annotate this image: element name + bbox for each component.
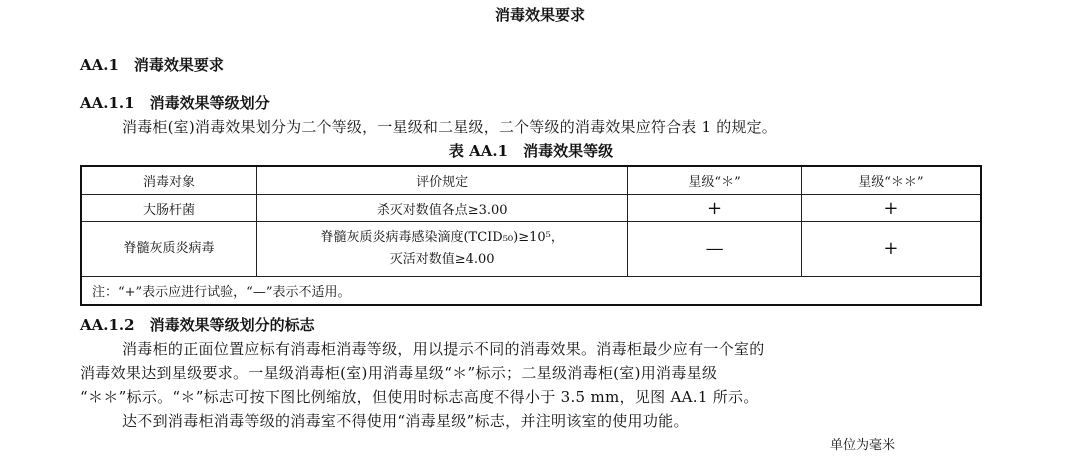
table-row (81, 195, 981, 222)
header-two-star: 星级“＊＊” (801, 166, 981, 195)
unit-note: 单位为毫米 (830, 438, 896, 453)
section-heading-aa11: AA.1.1 消毒效果等级划分 (80, 94, 270, 112)
cell-object: 脊髓灰质炎病毒 (81, 222, 257, 277)
header-object: 消毒对象 (81, 166, 257, 195)
cell-two-star: + (801, 222, 981, 277)
page-title: 消毒效果要求 (494, 6, 585, 24)
paragraph-marking-line1: 消毒柜的正面位置应标有消毒柜消毒等级，用以提示不同的消毒效果。消毒柜最少应有一个室的 (122, 340, 765, 358)
table-caption: 表 AA.1 消毒效果等级 (448, 142, 614, 160)
header-criterion: 评价规定 (257, 166, 628, 195)
table-note: 注：“+”表示应进行试验，“—”表示不适用。 (81, 277, 981, 306)
disinfection-grade-table (80, 165, 982, 306)
cell-criterion-line1: 脊髓灰质炎病毒感染滴度(TCID₅₀)≥10⁵， (320, 230, 564, 245)
section-heading-aa1: AA.1 消毒效果要求 (80, 56, 224, 74)
table-header-row (81, 166, 981, 195)
table-row (81, 222, 981, 277)
paragraph-non-compliant-room: 达不到消毒柜消毒等级的消毒室不得使用“消毒星级”标志，并注明该室的使用功能。 (122, 412, 689, 430)
cell-two-star: + (801, 195, 981, 222)
table-note-row (81, 277, 981, 306)
cell-object: 大肠杆菌 (81, 195, 257, 222)
header-one-star: 星级“＊” (628, 166, 802, 195)
paragraph-marking-line2: 消毒效果达到星级要求。一星级消毒柜(室)用消毒星级“＊”标示；二星级消毒柜(室)用消毒星级 (80, 364, 718, 382)
cell-criterion-line2: 灭活对数值≥4.00 (389, 252, 495, 267)
cell-criterion (257, 222, 628, 277)
cell-criterion: 杀灭对数值各点≥3.00 (257, 195, 628, 222)
cell-one-star: — (628, 222, 802, 277)
paragraph-grade-division: 消毒柜(室)消毒效果划分为二个等级，一星级和二星级，二个等级的消毒效果应符合表 1 的规定。 (122, 118, 777, 136)
section-heading-aa12: AA.1.2 消毒效果等级划分的标志 (80, 316, 315, 334)
paragraph-marking-line3: “＊＊”标示。“＊”标志可按下图比例缩放，但使用时标志高度不得小于 3.5 mm，见图 AA.1 所示。 (80, 388, 759, 406)
cell-one-star: + (628, 195, 802, 222)
